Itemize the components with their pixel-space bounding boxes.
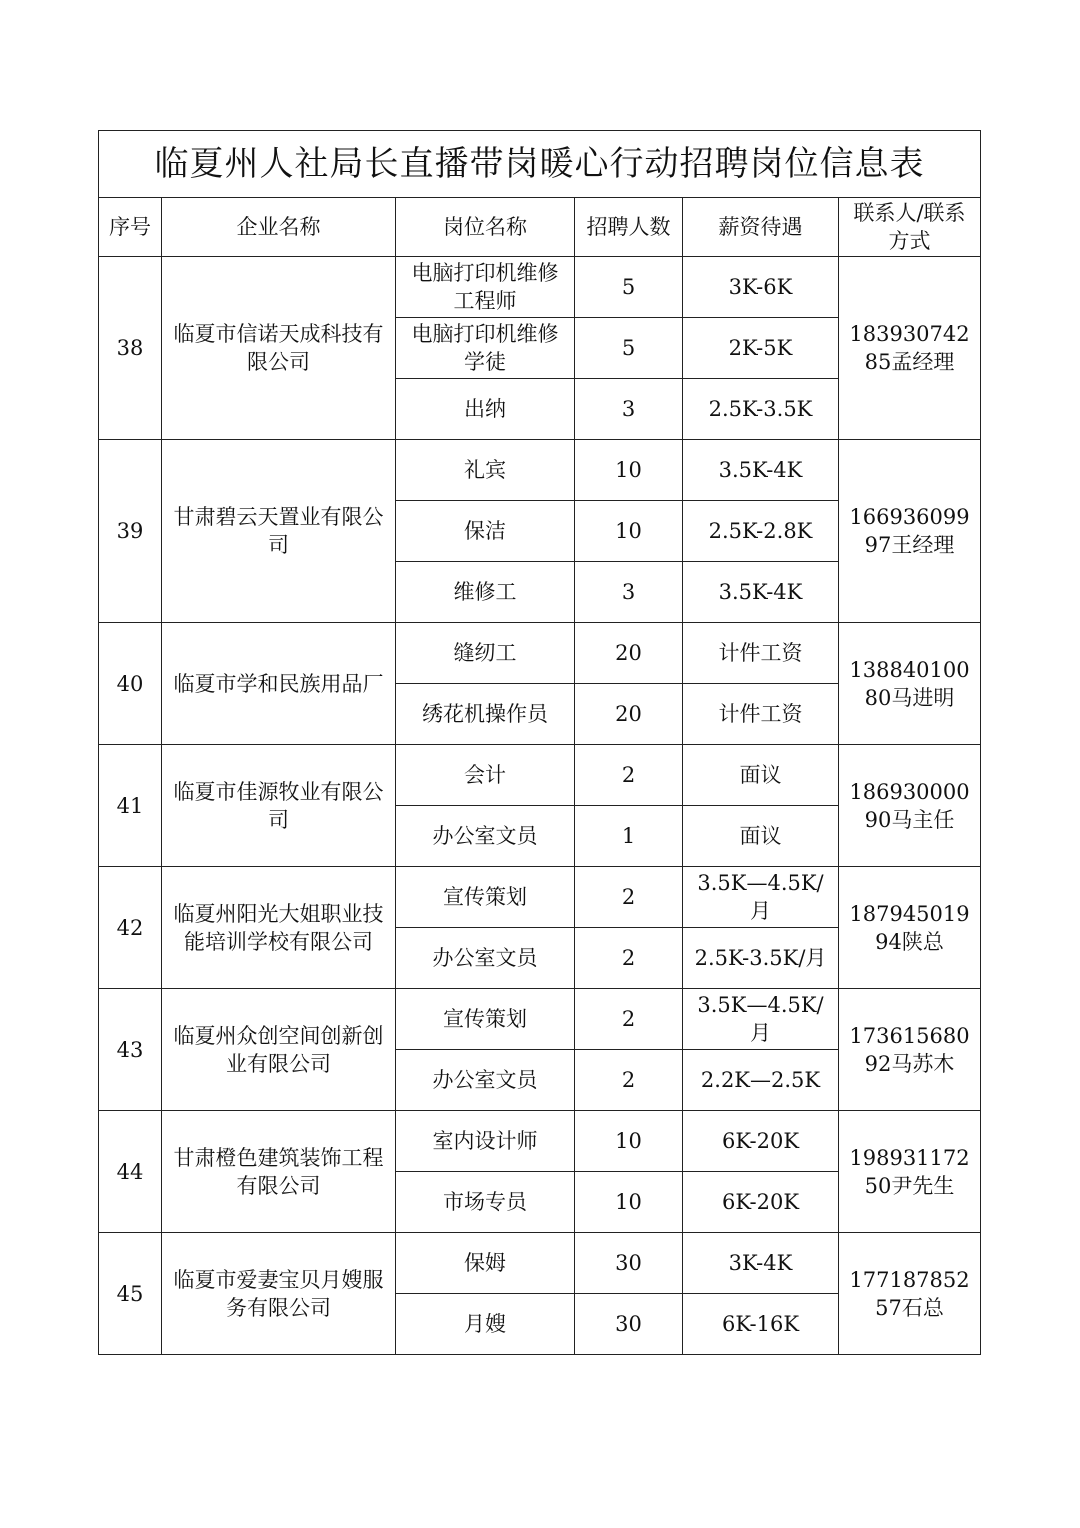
header-salary: 薪资待遇: [683, 198, 839, 257]
cell-company-name: 临夏市学和民族用品厂: [162, 623, 396, 745]
cell-count: 3: [575, 379, 683, 440]
cell-salary: 3.5K—4.5K/月: [683, 989, 839, 1050]
cell-seq: 45: [99, 1233, 162, 1355]
cell-count: 5: [575, 318, 683, 379]
cell-company-name: 临夏州阳光大姐职业技能培训学校有限公司: [162, 867, 396, 989]
cell-salary: 6K-16K: [683, 1294, 839, 1355]
cell-company-name: 甘肃橙色建筑装饰工程有限公司: [162, 1111, 396, 1233]
cell-position: 宣传策划: [396, 989, 575, 1050]
cell-seq: 42: [99, 867, 162, 989]
cell-contact: 17718785257石总: [839, 1233, 981, 1355]
header-position: 岗位名称: [396, 198, 575, 257]
table-row: [99, 1233, 981, 1294]
cell-company-name: 临夏州众创空间创新创业有限公司: [162, 989, 396, 1111]
cell-salary: 2.5K-2.8K: [683, 501, 839, 562]
cell-count: 30: [575, 1294, 683, 1355]
cell-position: 办公室文员: [396, 1050, 575, 1111]
cell-position: 绣花机操作员: [396, 684, 575, 745]
cell-position: 市场专员: [396, 1172, 575, 1233]
cell-count: 2: [575, 928, 683, 989]
cell-salary: 3.5K-4K: [683, 440, 839, 501]
cell-count: 20: [575, 684, 683, 745]
cell-position: 办公室文员: [396, 928, 575, 989]
cell-seq: 40: [99, 623, 162, 745]
cell-contact: 17361568092马苏木: [839, 989, 981, 1111]
cell-position: 宣传策划: [396, 867, 575, 928]
cell-salary: 3K-4K: [683, 1233, 839, 1294]
cell-salary: 3.5K-4K: [683, 562, 839, 623]
cell-company-name: 临夏市爱妻宝贝月嫂服务有限公司: [162, 1233, 396, 1355]
table-row: [99, 867, 981, 928]
cell-count: 3: [575, 562, 683, 623]
cell-salary: 6K-20K: [683, 1172, 839, 1233]
table-row: [99, 745, 981, 806]
table-body: [99, 257, 981, 1355]
cell-seq: 41: [99, 745, 162, 867]
cell-count: 2: [575, 745, 683, 806]
cell-position: 维修工: [396, 562, 575, 623]
header-seq: 序号: [99, 198, 162, 257]
table-row: [99, 440, 981, 501]
cell-salary: 计件工资: [683, 684, 839, 745]
cell-salary: 2K-5K: [683, 318, 839, 379]
cell-count: 10: [575, 1111, 683, 1172]
cell-position: 出纳: [396, 379, 575, 440]
cell-company-name: 甘肃碧云天置业有限公司: [162, 440, 396, 623]
header-contact: 联系人/联系方式: [839, 198, 981, 257]
table-title: 临夏州人社局长直播带岗暖心行动招聘岗位信息表: [99, 131, 981, 198]
table-row: [99, 989, 981, 1050]
cell-count: 20: [575, 623, 683, 684]
header-row: [99, 198, 981, 257]
cell-position: 会计: [396, 745, 575, 806]
cell-salary: 2.5K-3.5K: [683, 379, 839, 440]
cell-contact: 18693000090马主任: [839, 745, 981, 867]
cell-position: 月嫂: [396, 1294, 575, 1355]
table-row: [99, 1111, 981, 1172]
cell-company-name: 临夏市信诺天成科技有限公司: [162, 257, 396, 440]
table-row: [99, 623, 981, 684]
cell-position: 电脑打印机维修学徒: [396, 318, 575, 379]
cell-salary: 3K-6K: [683, 257, 839, 318]
cell-position: 办公室文员: [396, 806, 575, 867]
cell-count: 10: [575, 440, 683, 501]
cell-position: 保洁: [396, 501, 575, 562]
cell-contact: 19893117250尹先生: [839, 1111, 981, 1233]
cell-count: 30: [575, 1233, 683, 1294]
cell-seq: 38: [99, 257, 162, 440]
cell-position: 保姆: [396, 1233, 575, 1294]
cell-salary: 3.5K—4.5K/月: [683, 867, 839, 928]
header-count: 招聘人数: [575, 198, 683, 257]
cell-count: 2: [575, 989, 683, 1050]
cell-contact: 18794501994陕总: [839, 867, 981, 989]
cell-position: 礼宾: [396, 440, 575, 501]
cell-company-name: 临夏市佳源牧业有限公司: [162, 745, 396, 867]
cell-count: 2: [575, 1050, 683, 1111]
cell-position: 室内设计师: [396, 1111, 575, 1172]
cell-seq: 44: [99, 1111, 162, 1233]
cell-salary: 2.5K-3.5K/月: [683, 928, 839, 989]
cell-salary: 6K-20K: [683, 1111, 839, 1172]
cell-salary: 面议: [683, 745, 839, 806]
cell-contact: 16693609997王经理: [839, 440, 981, 623]
cell-count: 2: [575, 867, 683, 928]
cell-contact: 18393074285孟经理: [839, 257, 981, 440]
cell-salary: 计件工资: [683, 623, 839, 684]
header-company: 企业名称: [162, 198, 396, 257]
cell-seq: 43: [99, 989, 162, 1111]
cell-salary: 2.2K—2.5K: [683, 1050, 839, 1111]
cell-count: 1: [575, 806, 683, 867]
cell-contact: 13884010080马进明: [839, 623, 981, 745]
cell-count: 5: [575, 257, 683, 318]
table-row: [99, 257, 981, 318]
cell-position: 缝纫工: [396, 623, 575, 684]
cell-salary: 面议: [683, 806, 839, 867]
cell-count: 10: [575, 501, 683, 562]
cell-position: 电脑打印机维修工程师: [396, 257, 575, 318]
cell-count: 10: [575, 1172, 683, 1233]
cell-seq: 39: [99, 440, 162, 623]
recruitment-table: [98, 130, 981, 1355]
